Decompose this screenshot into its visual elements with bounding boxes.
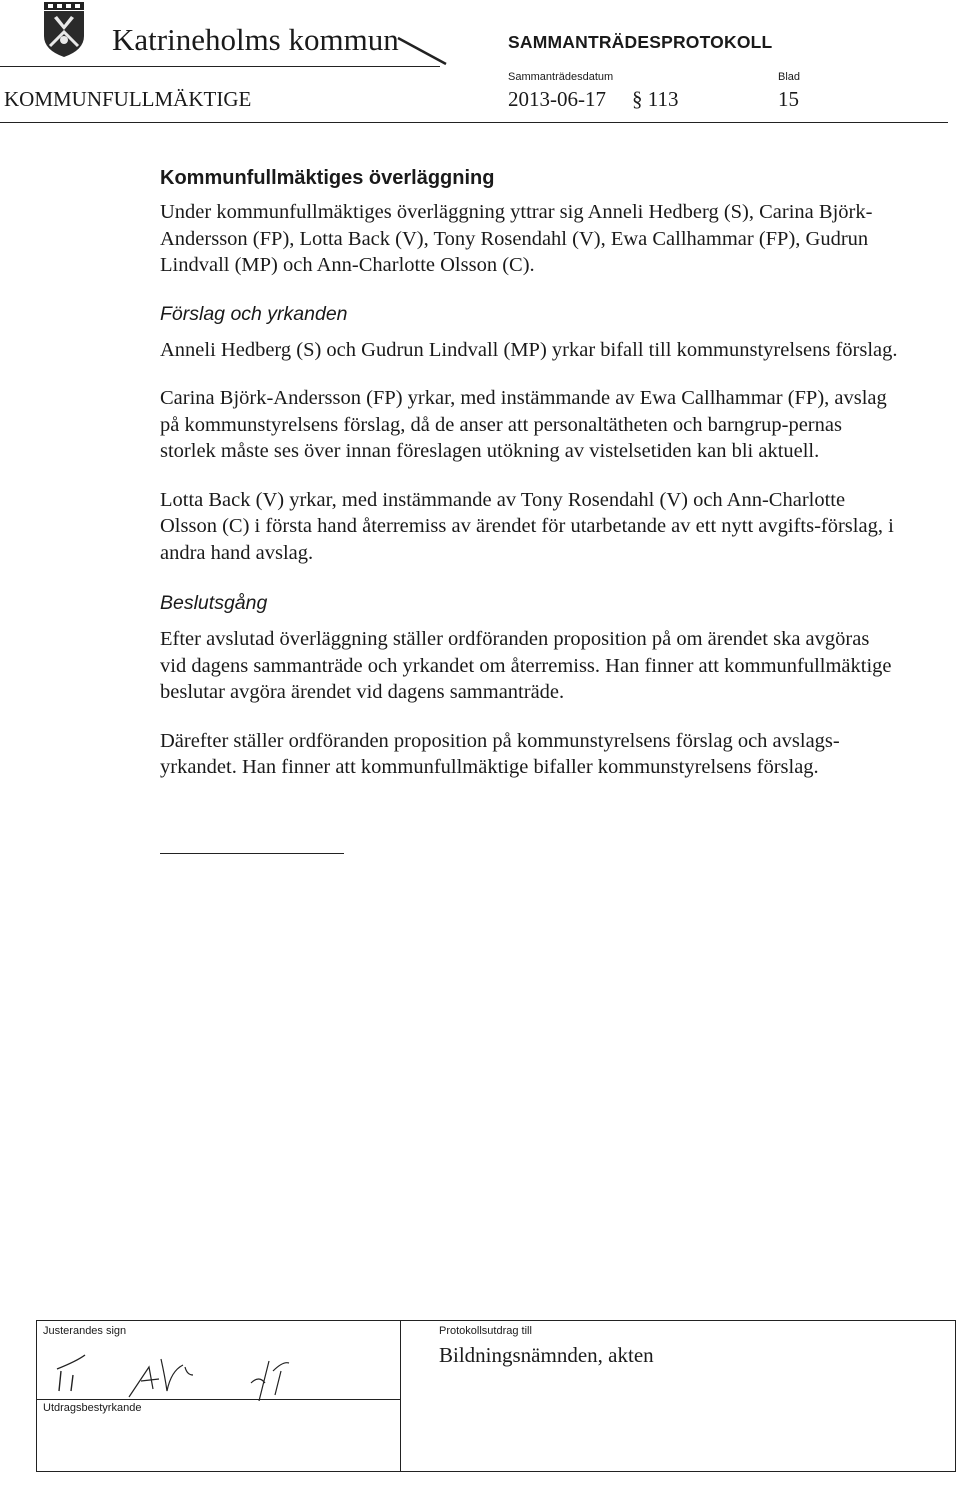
proposal-paragraph: Anneli Hedberg (S) och Gudrun Lindvall (MP) yrkar bifall till kommunstyrelsens förslag. <box>160 338 898 361</box>
document-body <box>160 165 900 781</box>
logo-underline-swoosh <box>396 36 450 66</box>
intro-paragraph: Under kommunfullmäktiges överläggning yttrar sig Anneli Hedberg (S), Carina Björk-Andersson (FP), Lotta Back (V), Tony Rosendahl (V), Ewa Callhammar (FP), Gudrun Lindvall (MP) och Ann-Charlotte Olsson (C). <box>160 201 873 276</box>
section-title: Kommunfullmäktiges överläggning <box>160 167 495 189</box>
proposals-heading: Förslag och yrkanden <box>160 302 348 325</box>
proposal-paragraph: Carina Björk-Andersson (FP) yrkar, med instämmande av Ewa Callhammar (FP), avslag på kommunstyrelsens förslag, då de anser att personaltätheten och barngrup-pernas storlek måste ses över innan föreslagen utökning av vistelsetiden kan bli aktuell. <box>160 387 887 462</box>
page-number: 15 <box>778 87 799 111</box>
committee-name: KOMMUNFULLMÄKTIGE <box>4 87 252 111</box>
document-type: SAMMANTRÄDESPROTOKOLL <box>508 32 773 52</box>
municipal-coat-of-arms-logo <box>40 2 88 58</box>
municipality-name: Katrineholms kommun <box>112 22 399 57</box>
copy-to-label: Protokollsutdrag till <box>439 1325 532 1337</box>
signature-box <box>36 1320 956 1472</box>
signature-divider <box>37 1399 401 1400</box>
proposal-paragraph: Lotta Back (V) yrkar, med instämmande av Tony Rosendahl (V) och Ann-Charlotte Olsson (C) i första hand återremiss av ärendet för utarbetande av ett nytt avgifts-förslag, i andra hand avslag. <box>160 488 894 564</box>
page-label: Blad <box>778 71 801 83</box>
signature-section <box>37 1321 401 1471</box>
copy-recipients: Bildningsnämnden, akten <box>439 1343 654 1367</box>
header-bottom-rule <box>0 122 948 123</box>
date-label: Sammanträdesdatum <box>508 71 614 83</box>
decision-paragraph: Efter avslutad överläggning ställer ordföranden proposition på om ärendet ska avgöras vid dagens sammanträde och yrkandet om återremiss. Han finner att kommunfullmäktige beslutar avgöra ärendet vid dagens sammanträde. <box>160 628 892 703</box>
handwritten-signatures <box>37 1331 337 1401</box>
paragraph-number: § 113 <box>632 87 679 111</box>
certifier-label: Utdragsbestyrkande <box>43 1402 142 1414</box>
signers-label: Justerandes sign <box>43 1325 127 1337</box>
decision-procedure-heading: Beslutsgång <box>160 592 268 614</box>
meeting-date: 2013-06-17 <box>508 87 606 111</box>
header-divider <box>0 66 440 67</box>
decision-paragraph: Därefter ställer ordföranden proposition på kommunstyrelsens förslag och avslags-yrkandet. Han finner att kommunfullmäktige bifaller kommunstyrelsens förslag. <box>160 729 840 778</box>
end-of-text-rule <box>160 853 344 854</box>
